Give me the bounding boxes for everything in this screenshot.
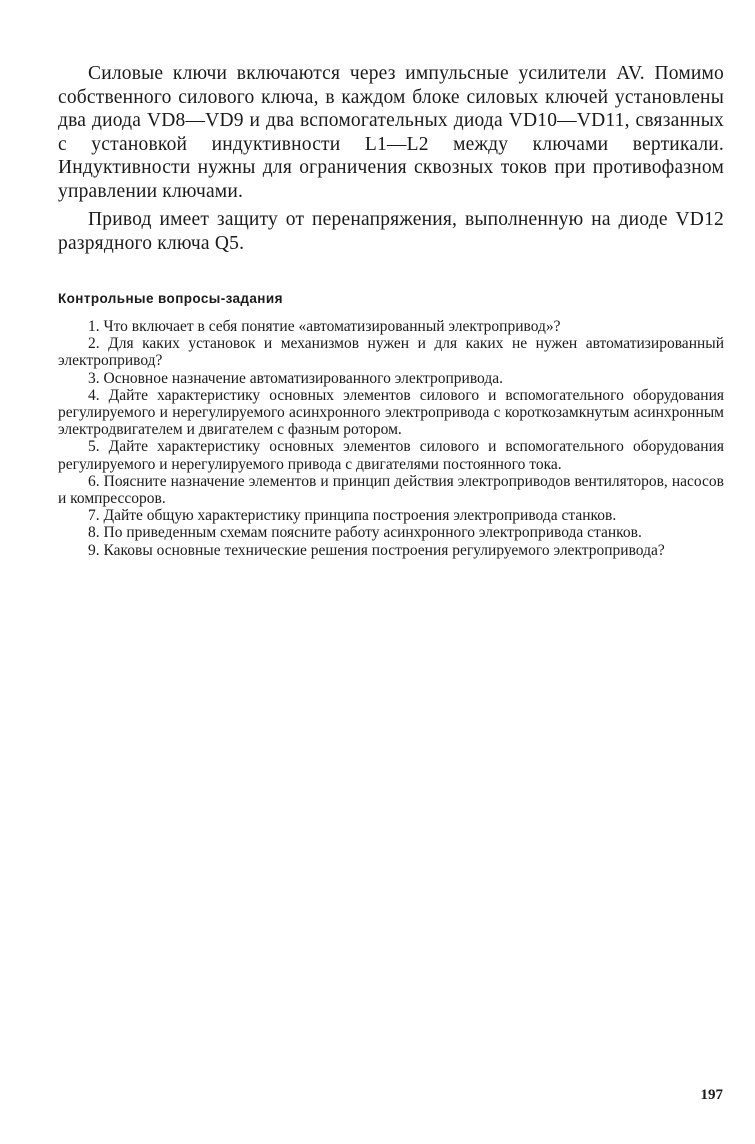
question-item-7: 7. Дайте общую характеристику принципа построения электропривода станков. — [88, 507, 617, 525]
question-item-5: 5. Дайте характеристику основных элементов силового и вспомогательного оборудования регулируемого и нерегулируемого привода с двигателями постоянного тока. — [58, 438, 724, 473]
questions-heading: Контрольные вопросы-задания — [58, 291, 283, 306]
body-paragraph-1: Силовые ключи включаются через импульсные усилители AV. Помимо собственного силового ключа, в каждом блоке силовых ключей установлены два диода VD8—VD9 и два вспомогательных диода VD10—VD11, связанных с установкой индуктивности L1—L2 между ключами вертикали. Индуктивности нужны для ограничения сквозных токов при противофазном управлении ключами. — [58, 63, 724, 202]
question-item-9: 9. Каковы основные технические решения построения регулируемого электропривода? — [88, 541, 665, 559]
question-item-3: 3. Основное назначение автоматизированного электропривода. — [88, 369, 504, 387]
questions-list — [58, 318, 724, 559]
page-content — [58, 62, 724, 559]
question-item-1: 1. Что включает в себя понятие «автоматизированный электропривод»? — [88, 318, 561, 335]
question-item-8: 8. По приведенным схемам поясните работу асинхронного электропривода станков. — [88, 524, 642, 542]
body-paragraph-2: Привод имеет защиту от перенапряжения, выполненную на диоде VD12 разрядного ключа Q5. — [58, 209, 724, 254]
page-number: 197 — [700, 1087, 723, 1103]
question-item-6: 6. Поясните назначение элементов и принцип действия электроприводов вентиляторов, насосов и компрессоров. — [58, 472, 724, 508]
question-item-2: 2. Для каких установок и механизмов нужен и для каких не нужен автоматизированный электропривод? — [58, 335, 724, 370]
question-item-4: 4. Дайте характеристику основных элементов силового и вспомогательного оборудования регулируемого и нерегулируемого асинхронного электропривода с короткозамкнутым асинхронным электродвигателем и двигателем с фазным ротором. — [58, 386, 724, 439]
